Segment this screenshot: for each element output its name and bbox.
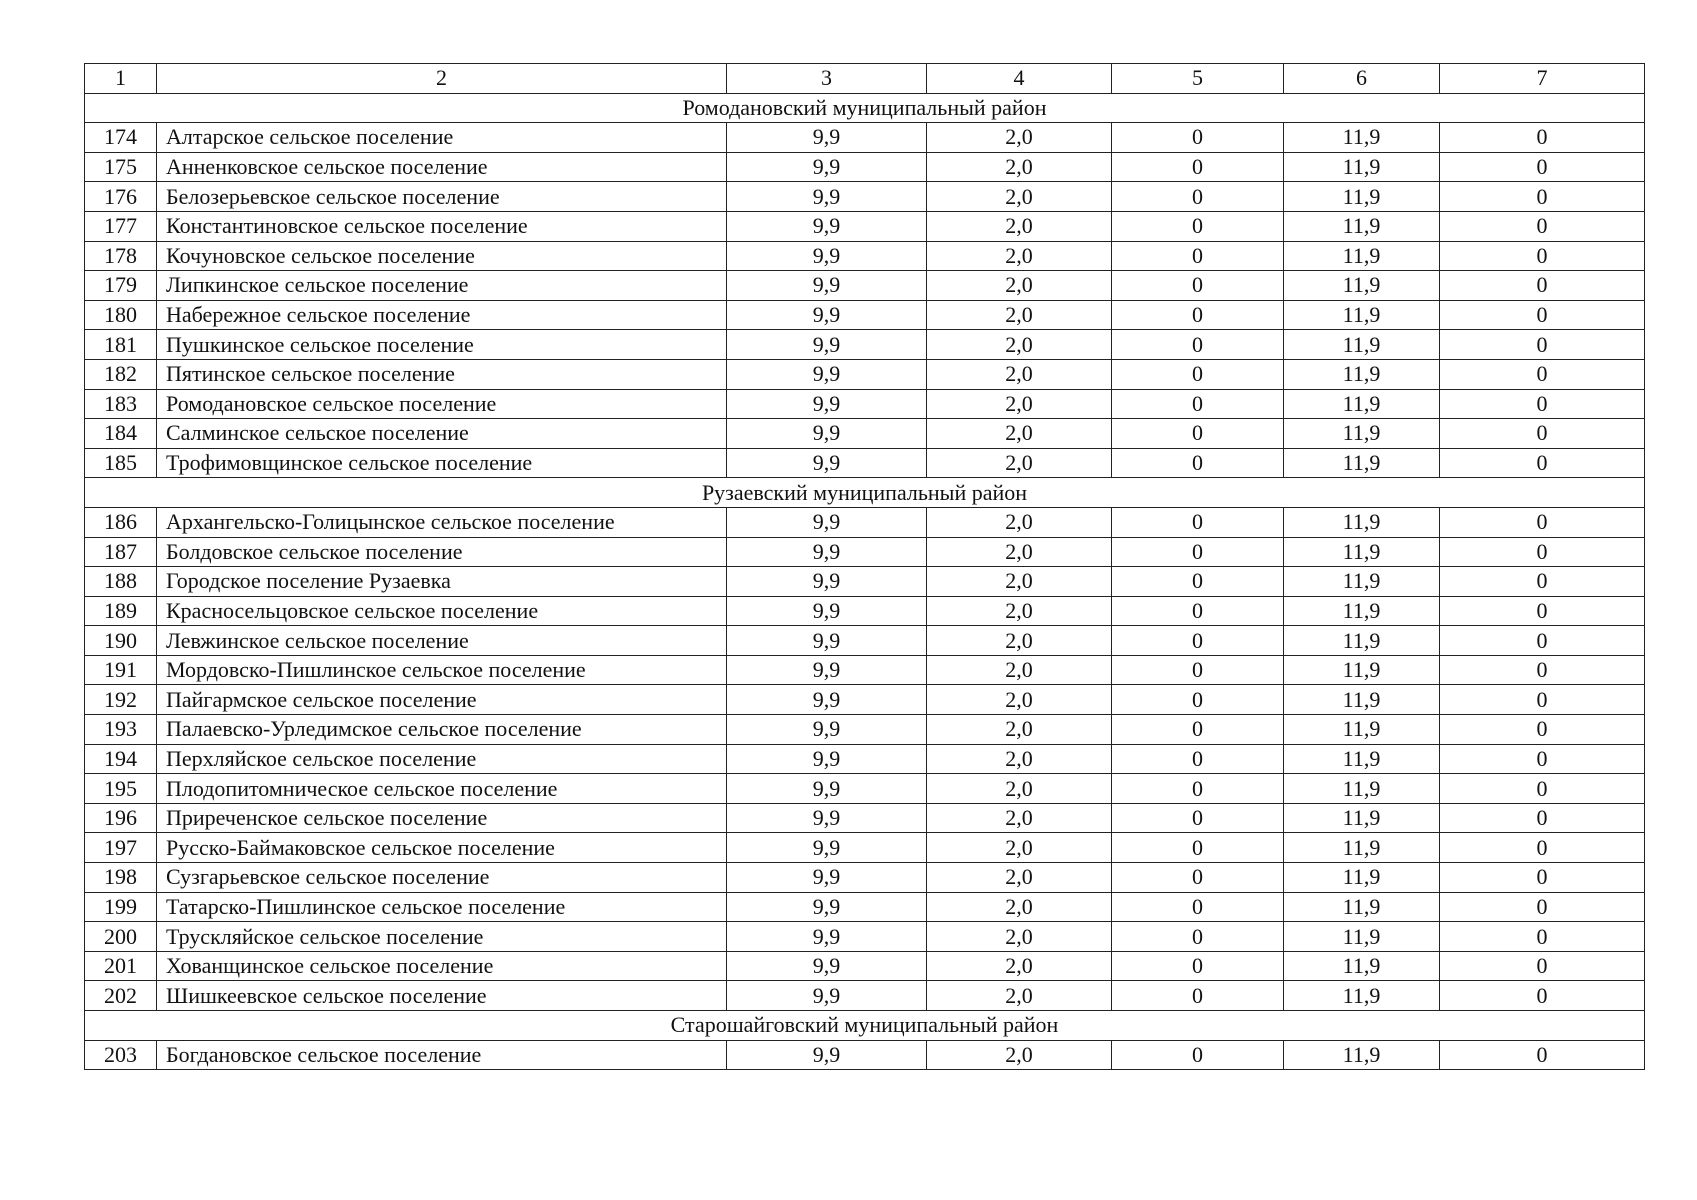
value-col-7: 0 xyxy=(1440,389,1645,419)
row-number: 189 xyxy=(85,596,157,626)
settlement-name: Трускляйское сельское поселение xyxy=(157,922,727,952)
column-number-header: 2 xyxy=(157,64,727,94)
value-col-6: 11,9 xyxy=(1284,359,1440,389)
value-col-7: 0 xyxy=(1440,981,1645,1011)
value-col-4: 2,0 xyxy=(927,448,1112,478)
table-row xyxy=(85,211,1645,241)
value-col-6: 11,9 xyxy=(1284,271,1440,301)
value-col-6: 11,9 xyxy=(1284,567,1440,597)
table-row xyxy=(85,951,1645,981)
row-number: 190 xyxy=(85,626,157,656)
settlements-table xyxy=(84,63,1645,1070)
value-col-4: 2,0 xyxy=(927,951,1112,981)
value-col-4: 2,0 xyxy=(927,241,1112,271)
value-col-5: 0 xyxy=(1112,507,1284,537)
value-col-6: 11,9 xyxy=(1284,981,1440,1011)
value-col-7: 0 xyxy=(1440,359,1645,389)
value-col-3: 9,9 xyxy=(727,507,927,537)
value-col-4: 2,0 xyxy=(927,567,1112,597)
value-col-6: 11,9 xyxy=(1284,863,1440,893)
row-number: 203 xyxy=(85,1040,157,1070)
value-col-7: 0 xyxy=(1440,715,1645,745)
row-number: 194 xyxy=(85,744,157,774)
value-col-5: 0 xyxy=(1112,330,1284,360)
value-col-4: 2,0 xyxy=(927,330,1112,360)
value-col-6: 11,9 xyxy=(1284,922,1440,952)
value-col-7: 0 xyxy=(1440,863,1645,893)
value-col-4: 2,0 xyxy=(927,922,1112,952)
column-number-header: 1 xyxy=(85,64,157,94)
settlement-name: Левжинское сельское поселение xyxy=(157,626,727,656)
value-col-3: 9,9 xyxy=(727,419,927,449)
value-col-6: 11,9 xyxy=(1284,685,1440,715)
settlement-name: Анненковское сельское поселение xyxy=(157,152,727,182)
row-number: 177 xyxy=(85,211,157,241)
value-col-7: 0 xyxy=(1440,685,1645,715)
value-col-3: 9,9 xyxy=(727,922,927,952)
table-row xyxy=(85,803,1645,833)
table-row xyxy=(85,271,1645,301)
settlement-name: Палаевско-Урледимское сельское поселение xyxy=(157,715,727,745)
table-row xyxy=(85,419,1645,449)
settlement-name: Алтарское сельское поселение xyxy=(157,123,727,153)
value-col-4: 2,0 xyxy=(927,152,1112,182)
row-number: 195 xyxy=(85,774,157,804)
value-col-4: 2,0 xyxy=(927,1040,1112,1070)
settlement-name: Сузгарьевское сельское поселение xyxy=(157,863,727,893)
value-col-4: 2,0 xyxy=(927,744,1112,774)
value-col-4: 2,0 xyxy=(927,537,1112,567)
value-col-7: 0 xyxy=(1440,626,1645,656)
value-col-5: 0 xyxy=(1112,981,1284,1011)
value-col-7: 0 xyxy=(1440,922,1645,952)
row-number: 175 xyxy=(85,152,157,182)
settlement-name: Трофимовщинское сельское поселение xyxy=(157,448,727,478)
table-row xyxy=(85,744,1645,774)
value-col-6: 11,9 xyxy=(1284,123,1440,153)
value-col-7: 0 xyxy=(1440,271,1645,301)
row-number: 184 xyxy=(85,419,157,449)
table-row xyxy=(85,567,1645,597)
value-col-4: 2,0 xyxy=(927,833,1112,863)
table-row xyxy=(85,981,1645,1011)
settlement-name: Приреченское сельское поселение xyxy=(157,803,727,833)
value-col-3: 9,9 xyxy=(727,241,927,271)
value-col-7: 0 xyxy=(1440,951,1645,981)
value-col-4: 2,0 xyxy=(927,892,1112,922)
value-col-4: 2,0 xyxy=(927,596,1112,626)
value-col-6: 11,9 xyxy=(1284,833,1440,863)
settlement-name: Константиновское сельское поселение xyxy=(157,211,727,241)
value-col-5: 0 xyxy=(1112,922,1284,952)
row-number: 179 xyxy=(85,271,157,301)
value-col-7: 0 xyxy=(1440,152,1645,182)
value-col-7: 0 xyxy=(1440,655,1645,685)
value-col-5: 0 xyxy=(1112,389,1284,419)
value-col-7: 0 xyxy=(1440,123,1645,153)
table-row xyxy=(85,685,1645,715)
value-col-6: 11,9 xyxy=(1284,211,1440,241)
settlement-name: Мордовско-Пишлинское сельское поселение xyxy=(157,655,727,685)
settlement-name: Болдовское сельское поселение xyxy=(157,537,727,567)
value-col-3: 9,9 xyxy=(727,389,927,419)
value-col-5: 0 xyxy=(1112,951,1284,981)
table-row xyxy=(85,626,1645,656)
table-row xyxy=(85,123,1645,153)
table-row xyxy=(85,1040,1645,1070)
value-col-3: 9,9 xyxy=(727,863,927,893)
value-col-4: 2,0 xyxy=(927,655,1112,685)
value-col-6: 11,9 xyxy=(1284,300,1440,330)
value-col-7: 0 xyxy=(1440,507,1645,537)
value-col-5: 0 xyxy=(1112,359,1284,389)
value-col-3: 9,9 xyxy=(727,123,927,153)
value-col-4: 2,0 xyxy=(927,419,1112,449)
settlement-name: Городское поселение Рузаевка xyxy=(157,567,727,597)
value-col-3: 9,9 xyxy=(727,596,927,626)
value-col-5: 0 xyxy=(1112,152,1284,182)
row-number: 180 xyxy=(85,300,157,330)
value-col-3: 9,9 xyxy=(727,271,927,301)
table-row xyxy=(85,537,1645,567)
district-title: Старошайговский муниципальный район xyxy=(85,1011,1645,1041)
column-number-header-row xyxy=(85,64,1645,94)
settlement-name: Ромодановское сельское поселение xyxy=(157,389,727,419)
row-number: 188 xyxy=(85,567,157,597)
value-col-5: 0 xyxy=(1112,182,1284,212)
value-col-3: 9,9 xyxy=(727,744,927,774)
value-col-3: 9,9 xyxy=(727,152,927,182)
value-col-3: 9,9 xyxy=(727,182,927,212)
value-col-4: 2,0 xyxy=(927,300,1112,330)
value-col-4: 2,0 xyxy=(927,685,1112,715)
row-number: 200 xyxy=(85,922,157,952)
value-col-5: 0 xyxy=(1112,833,1284,863)
value-col-4: 2,0 xyxy=(927,182,1112,212)
column-number-header: 3 xyxy=(727,64,927,94)
settlement-name: Татарско-Пишлинское сельское поселение xyxy=(157,892,727,922)
value-col-6: 11,9 xyxy=(1284,152,1440,182)
value-col-6: 11,9 xyxy=(1284,596,1440,626)
value-col-7: 0 xyxy=(1440,567,1645,597)
value-col-3: 9,9 xyxy=(727,774,927,804)
value-col-6: 11,9 xyxy=(1284,626,1440,656)
value-col-3: 9,9 xyxy=(727,448,927,478)
value-col-7: 0 xyxy=(1440,448,1645,478)
row-number: 186 xyxy=(85,507,157,537)
row-number: 183 xyxy=(85,389,157,419)
row-number: 199 xyxy=(85,892,157,922)
row-number: 191 xyxy=(85,655,157,685)
settlement-name: Шишкеевское сельское поселение xyxy=(157,981,727,1011)
value-col-7: 0 xyxy=(1440,774,1645,804)
value-col-5: 0 xyxy=(1112,241,1284,271)
table-row xyxy=(85,300,1645,330)
settlement-name: Белозерьевское сельское поселение xyxy=(157,182,727,212)
table-row xyxy=(85,448,1645,478)
value-col-5: 0 xyxy=(1112,537,1284,567)
column-number-header: 4 xyxy=(927,64,1112,94)
table-row xyxy=(85,182,1645,212)
value-col-3: 9,9 xyxy=(727,655,927,685)
value-col-3: 9,9 xyxy=(727,537,927,567)
district-title: Ромодановский муниципальный район xyxy=(85,93,1645,123)
table-body xyxy=(85,64,1645,1070)
settlement-name: Архангельско-Голицынское сельское поселение xyxy=(157,507,727,537)
table-row xyxy=(85,389,1645,419)
value-col-3: 9,9 xyxy=(727,803,927,833)
value-col-6: 11,9 xyxy=(1284,330,1440,360)
row-number: 197 xyxy=(85,833,157,863)
value-col-5: 0 xyxy=(1112,596,1284,626)
value-col-4: 2,0 xyxy=(927,803,1112,833)
settlement-name: Салминское сельское поселение xyxy=(157,419,727,449)
value-col-4: 2,0 xyxy=(927,715,1112,745)
table-row xyxy=(85,330,1645,360)
column-number-header: 6 xyxy=(1284,64,1440,94)
value-col-3: 9,9 xyxy=(727,211,927,241)
row-number: 181 xyxy=(85,330,157,360)
value-col-7: 0 xyxy=(1440,182,1645,212)
table-row xyxy=(85,152,1645,182)
value-col-5: 0 xyxy=(1112,1040,1284,1070)
value-col-7: 0 xyxy=(1440,833,1645,863)
row-number: 196 xyxy=(85,803,157,833)
settlement-name: Кочуновское сельское поселение xyxy=(157,241,727,271)
value-col-6: 11,9 xyxy=(1284,241,1440,271)
table-row xyxy=(85,892,1645,922)
value-col-6: 11,9 xyxy=(1284,182,1440,212)
value-col-5: 0 xyxy=(1112,448,1284,478)
value-col-5: 0 xyxy=(1112,655,1284,685)
value-col-4: 2,0 xyxy=(927,626,1112,656)
table-row xyxy=(85,241,1645,271)
row-number: 178 xyxy=(85,241,157,271)
value-col-7: 0 xyxy=(1440,1040,1645,1070)
value-col-5: 0 xyxy=(1112,626,1284,656)
value-col-6: 11,9 xyxy=(1284,892,1440,922)
value-col-7: 0 xyxy=(1440,300,1645,330)
settlement-name: Пушкинское сельское поселение xyxy=(157,330,727,360)
value-col-4: 2,0 xyxy=(927,359,1112,389)
value-col-5: 0 xyxy=(1112,803,1284,833)
row-number: 193 xyxy=(85,715,157,745)
settlement-name: Богдановское сельское поселение xyxy=(157,1040,727,1070)
value-col-4: 2,0 xyxy=(927,123,1112,153)
value-col-5: 0 xyxy=(1112,685,1284,715)
value-col-5: 0 xyxy=(1112,567,1284,597)
table-row xyxy=(85,863,1645,893)
value-col-4: 2,0 xyxy=(927,211,1112,241)
value-col-4: 2,0 xyxy=(927,507,1112,537)
value-col-5: 0 xyxy=(1112,271,1284,301)
district-section-row xyxy=(85,1011,1645,1041)
value-col-3: 9,9 xyxy=(727,330,927,360)
column-number-header: 7 xyxy=(1440,64,1645,94)
row-number: 202 xyxy=(85,981,157,1011)
value-col-6: 11,9 xyxy=(1284,715,1440,745)
row-number: 187 xyxy=(85,537,157,567)
table-row xyxy=(85,655,1645,685)
table-row xyxy=(85,596,1645,626)
value-col-3: 9,9 xyxy=(727,626,927,656)
settlement-name: Русско-Баймаковское сельское поселение xyxy=(157,833,727,863)
value-col-3: 9,9 xyxy=(727,833,927,863)
settlement-name: Набережное сельское поселение xyxy=(157,300,727,330)
value-col-3: 9,9 xyxy=(727,685,927,715)
value-col-5: 0 xyxy=(1112,715,1284,745)
value-col-5: 0 xyxy=(1112,863,1284,893)
table-row xyxy=(85,359,1645,389)
value-col-6: 11,9 xyxy=(1284,1040,1440,1070)
value-col-4: 2,0 xyxy=(927,863,1112,893)
value-col-5: 0 xyxy=(1112,744,1284,774)
value-col-6: 11,9 xyxy=(1284,389,1440,419)
value-col-7: 0 xyxy=(1440,596,1645,626)
value-col-4: 2,0 xyxy=(927,981,1112,1011)
settlement-name: Плодопитомническое сельское поселение xyxy=(157,774,727,804)
value-col-7: 0 xyxy=(1440,537,1645,567)
value-col-3: 9,9 xyxy=(727,567,927,597)
row-number: 201 xyxy=(85,951,157,981)
value-col-6: 11,9 xyxy=(1284,419,1440,449)
table-row xyxy=(85,715,1645,745)
value-col-4: 2,0 xyxy=(927,271,1112,301)
value-col-3: 9,9 xyxy=(727,715,927,745)
value-col-6: 11,9 xyxy=(1284,951,1440,981)
value-col-3: 9,9 xyxy=(727,951,927,981)
row-number: 192 xyxy=(85,685,157,715)
value-col-7: 0 xyxy=(1440,419,1645,449)
district-title: Рузаевский муниципальный район xyxy=(85,478,1645,508)
settlement-name: Пайгармское сельское поселение xyxy=(157,685,727,715)
value-col-5: 0 xyxy=(1112,211,1284,241)
value-col-3: 9,9 xyxy=(727,359,927,389)
value-col-3: 9,9 xyxy=(727,892,927,922)
row-number: 185 xyxy=(85,448,157,478)
settlement-name: Липкинское сельское поселение xyxy=(157,271,727,301)
table-row xyxy=(85,922,1645,952)
value-col-6: 11,9 xyxy=(1284,537,1440,567)
value-col-5: 0 xyxy=(1112,123,1284,153)
column-number-header: 5 xyxy=(1112,64,1284,94)
district-section-row xyxy=(85,93,1645,123)
row-number: 198 xyxy=(85,863,157,893)
table-row xyxy=(85,774,1645,804)
settlement-name: Красносельцовское сельское поселение xyxy=(157,596,727,626)
value-col-6: 11,9 xyxy=(1284,507,1440,537)
row-number: 174 xyxy=(85,123,157,153)
value-col-3: 9,9 xyxy=(727,1040,927,1070)
row-number: 176 xyxy=(85,182,157,212)
settlement-name: Пятинское сельское поселение xyxy=(157,359,727,389)
table-row xyxy=(85,507,1645,537)
value-col-5: 0 xyxy=(1112,300,1284,330)
value-col-7: 0 xyxy=(1440,211,1645,241)
settlement-name: Перхляйское сельское поселение xyxy=(157,744,727,774)
value-col-3: 9,9 xyxy=(727,981,927,1011)
value-col-6: 11,9 xyxy=(1284,803,1440,833)
value-col-5: 0 xyxy=(1112,892,1284,922)
value-col-7: 0 xyxy=(1440,330,1645,360)
row-number: 182 xyxy=(85,359,157,389)
value-col-7: 0 xyxy=(1440,744,1645,774)
value-col-6: 11,9 xyxy=(1284,448,1440,478)
value-col-6: 11,9 xyxy=(1284,655,1440,685)
value-col-4: 2,0 xyxy=(927,774,1112,804)
value-col-7: 0 xyxy=(1440,803,1645,833)
settlement-name: Хованщинское сельское поселение xyxy=(157,951,727,981)
value-col-6: 11,9 xyxy=(1284,744,1440,774)
value-col-7: 0 xyxy=(1440,241,1645,271)
table-row xyxy=(85,833,1645,863)
value-col-4: 2,0 xyxy=(927,389,1112,419)
value-col-6: 11,9 xyxy=(1284,774,1440,804)
district-section-row xyxy=(85,478,1645,508)
value-col-7: 0 xyxy=(1440,892,1645,922)
value-col-3: 9,9 xyxy=(727,300,927,330)
value-col-5: 0 xyxy=(1112,419,1284,449)
value-col-5: 0 xyxy=(1112,774,1284,804)
